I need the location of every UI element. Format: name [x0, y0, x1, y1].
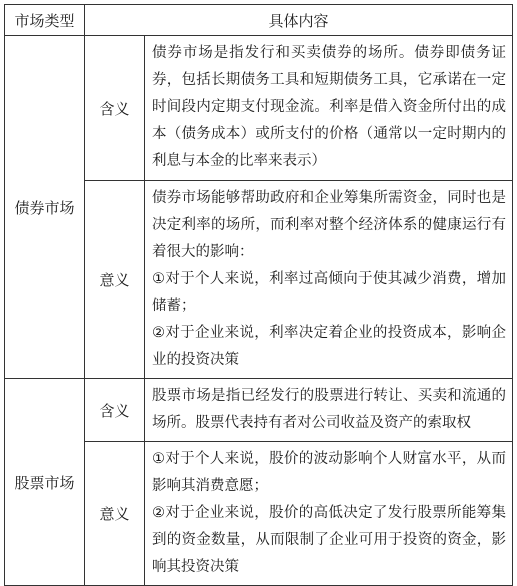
bond-significance-point-2: ②对于企业来说，利率决定着企业的投资成本，影响企业的投资决策 — [152, 325, 506, 368]
stock-market-label: 股票市场 — [5, 379, 85, 586]
stock-meaning-row — [5, 379, 513, 442]
bond-significance-intro: 债券市场能够帮助政府和企业筹集所需资金，同时也是决定利率的场所，而利率对整个经济体系的健康运行有着很大的影响： — [152, 190, 506, 260]
bond-market-label: 债券市场 — [5, 36, 85, 379]
bond-meaning-paragraph: 债券市场是指发行和买卖债券的场所。债券即债务证券，包括长期债务工具和短期债务工具，它承诺在一定时间段内定期支付现金流。利率是借入资金所付出的成本（债务成本）或所支付的价格（通常以一定时期内的利息与本金的比率来表示） — [152, 45, 506, 169]
stock-meaning-text — [145, 379, 513, 442]
header-content: 具体内容 — [85, 5, 513, 36]
stock-meaning-label: 含义 — [85, 379, 145, 442]
market-types-table — [4, 4, 513, 586]
header-row — [5, 5, 513, 36]
stock-significance-point-2: ②对于企业来说，股价的高低决定了发行股票所能筹集到的资金数量，从而限制了企业可用于投资的资金，影响其投资决策 — [152, 505, 506, 575]
bond-meaning-label: 含义 — [85, 36, 145, 181]
bond-significance-text — [145, 181, 513, 379]
stock-meaning-paragraph: 股票市场是指已经发行的股票进行转让、买卖和流通的场所。股票代表持有者对公司收益及资产的索取权 — [152, 388, 506, 431]
bond-significance-label: 意义 — [85, 181, 145, 379]
header-market-type: 市场类型 — [5, 5, 85, 36]
stock-significance-label: 意义 — [85, 442, 145, 586]
bond-meaning-text — [145, 36, 513, 181]
bond-significance-point-1: ①对于个人来说，利率过高倾向于使其减少消费，增加储蓄； — [152, 271, 506, 314]
bond-meaning-row — [5, 36, 513, 181]
stock-significance-point-1: ①对于个人来说，股价的波动影响个人财富水平，从而影响其消费意愿； — [152, 451, 506, 494]
stock-significance-text — [145, 442, 513, 586]
